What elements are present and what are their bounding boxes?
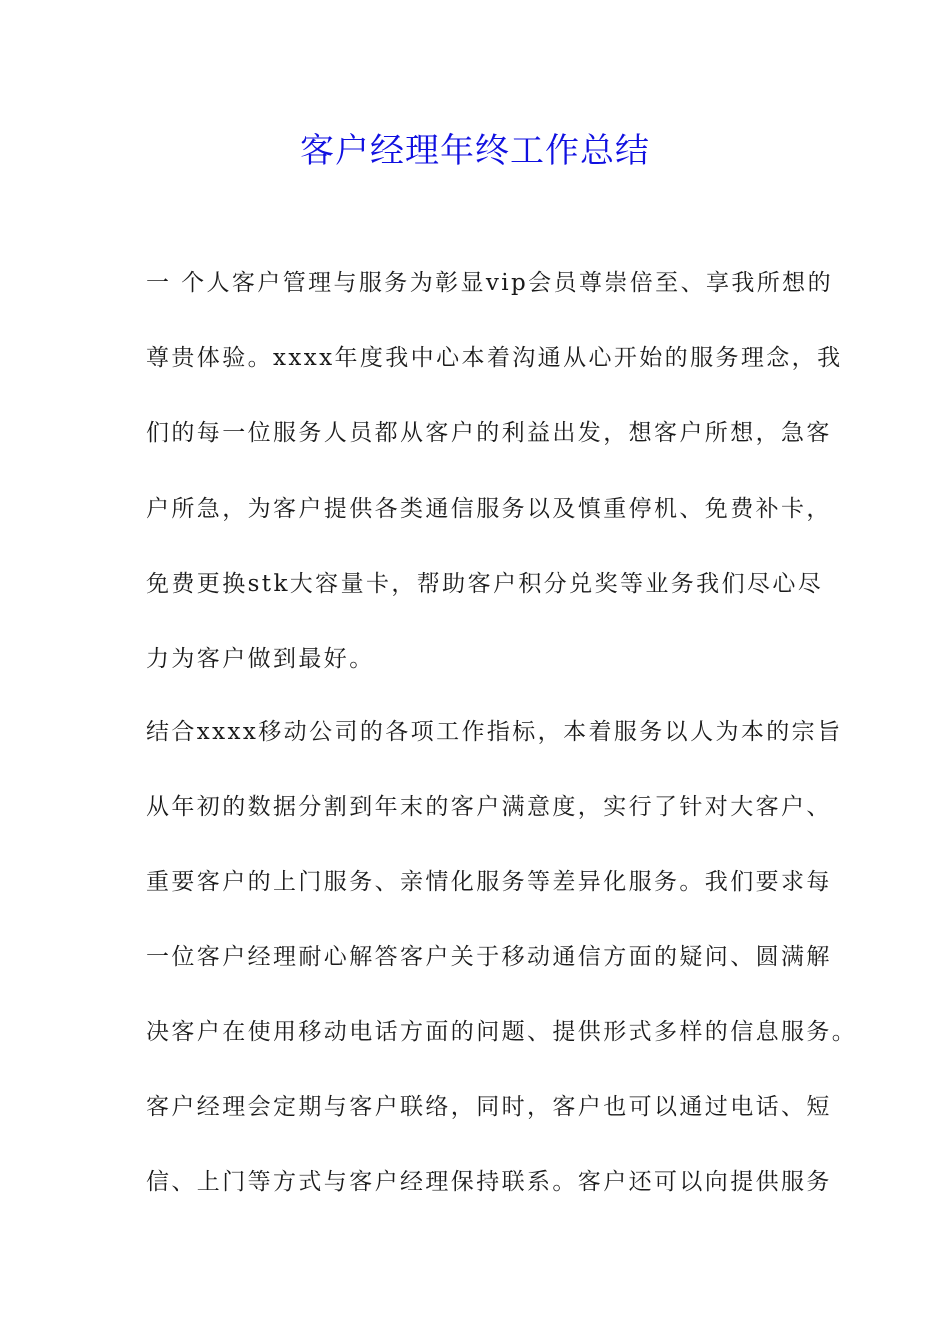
body-line: 信、上门等方式与客户经理保持联系。客户还可以向提供服务 <box>146 1169 832 1195</box>
body-line: 重要客户的上门服务、亲情化服务等差异化服务。我们要求每 <box>146 869 832 895</box>
body-line: 客户经理会定期与客户联络，同时，客户也可以通过电话、短 <box>146 1094 832 1120</box>
body-line: 尊贵体验。xxxx年度我中心本着沟通从心开始的服务理念，我 <box>146 345 843 371</box>
document-title: 客户经理年终工作总结 <box>300 131 650 171</box>
body-line: 们的每一位服务人员都从客户的利益出发，想客户所想，急客 <box>146 420 832 446</box>
body-line: 力为客户做到最好。 <box>146 646 375 672</box>
body-line: 决客户在使用移动电话方面的问题、提供形式多样的信息服务。 <box>146 1019 858 1045</box>
body-line: 从年初的数据分割到年末的客户满意度，实行了针对大客户、 <box>146 794 832 820</box>
body-line: 一 个人客户管理与服务为彰显vip会员尊崇倍至、享我所想的 <box>146 270 833 296</box>
body-line: 结合xxxx移动公司的各项工作指标，本着服务以人为本的宗旨 <box>146 719 843 745</box>
body-line: 免费更换stk大容量卡，帮助客户积分兑奖等业务我们尽心尽 <box>146 571 824 597</box>
body-line: 一位客户经理耐心解答客户关于移动通信方面的疑问、圆满解 <box>146 944 832 970</box>
body-line: 户所急，为客户提供各类通信服务以及慎重停机、免费补卡， <box>146 496 832 522</box>
